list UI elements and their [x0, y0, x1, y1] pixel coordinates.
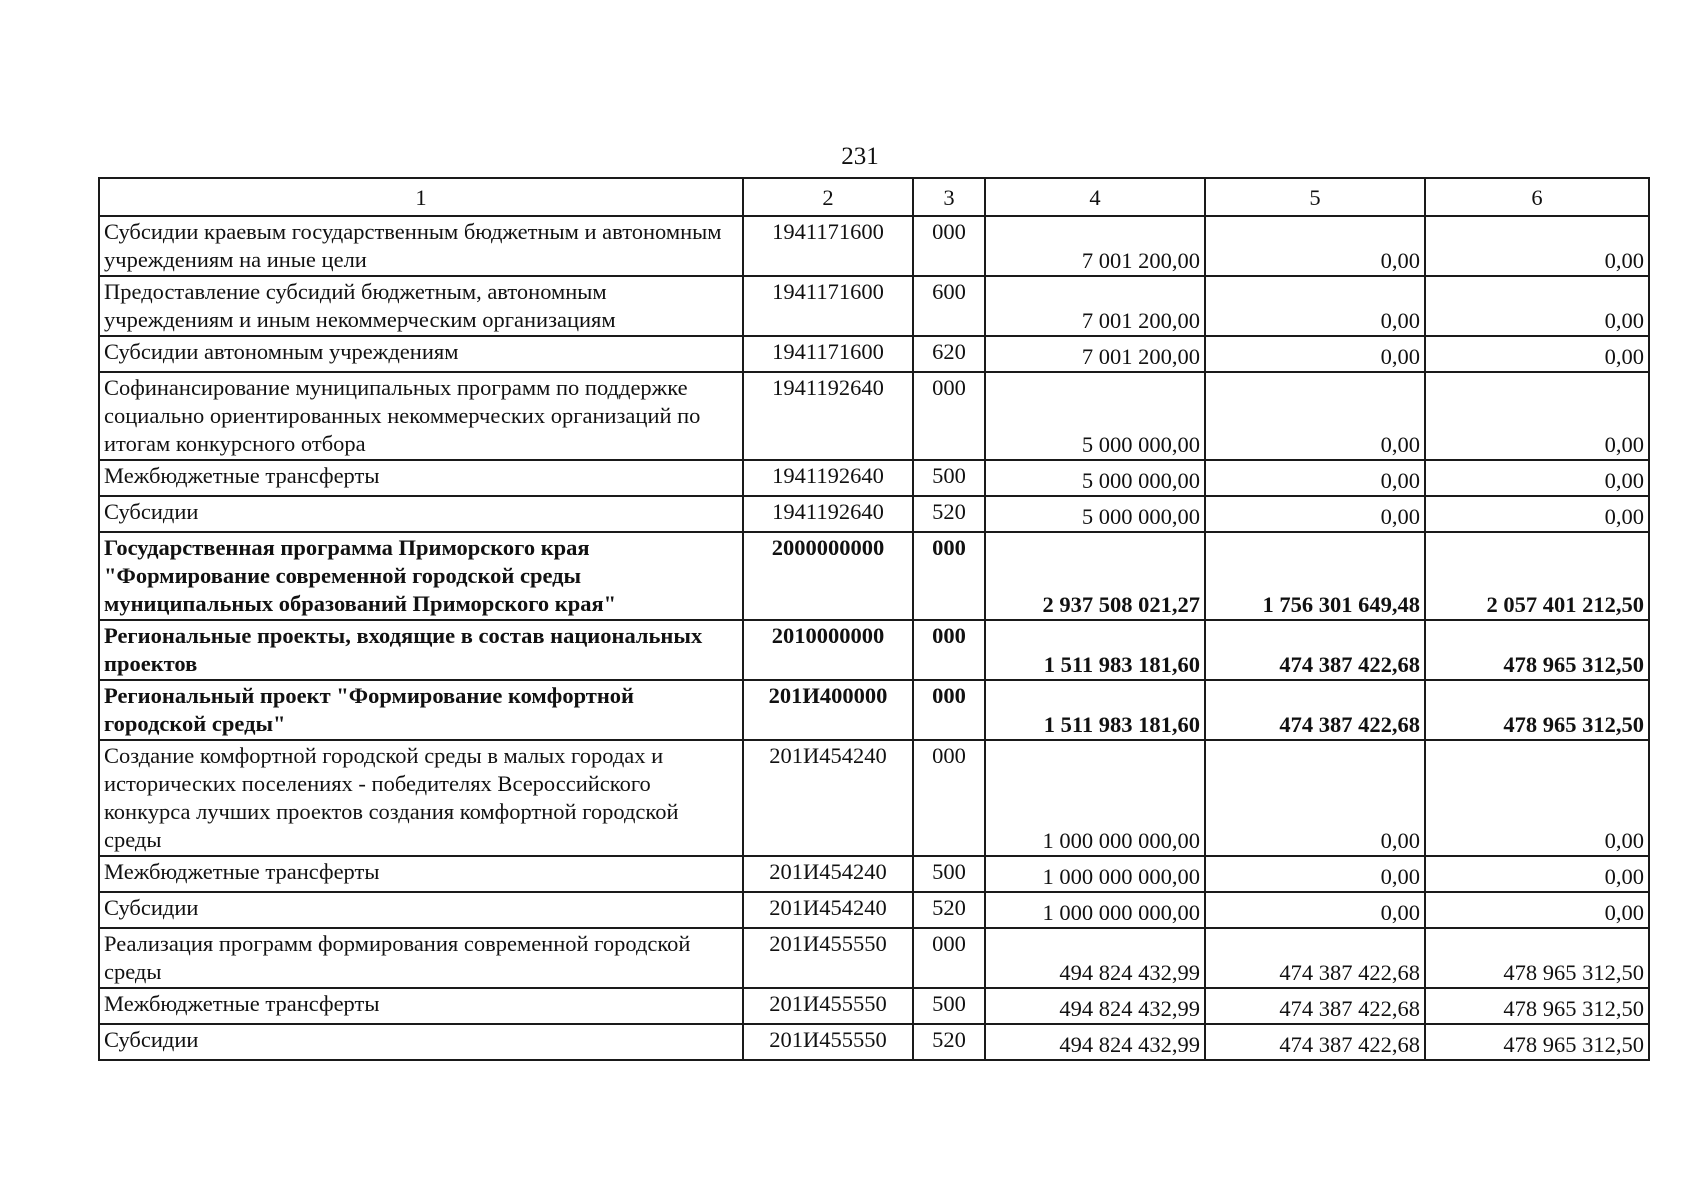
page-number: 231 — [841, 143, 879, 170]
table-row — [99, 336, 1649, 372]
row-amount-4: 494 824 432,99 — [985, 928, 1205, 988]
row-amount-5: 0,00 — [1205, 372, 1425, 460]
table-row — [99, 276, 1649, 336]
row-amount-5: 474 387 422,68 — [1205, 1024, 1425, 1060]
row-amount-5: 0,00 — [1205, 460, 1425, 496]
table-header-row — [99, 178, 1649, 216]
row-amount-5: 0,00 — [1205, 216, 1425, 276]
row-type: 000 — [913, 372, 985, 460]
row-amount-6: 478 965 312,50 — [1425, 928, 1649, 988]
row-code: 1941192640 — [743, 496, 913, 532]
row-name: Субсидии краевым государственным бюджетным и автономным учреждениям на иные цели — [99, 216, 743, 276]
row-type: 500 — [913, 856, 985, 892]
header-col-2: 2 — [743, 178, 913, 216]
row-amount-6: 478 965 312,50 — [1425, 620, 1649, 680]
row-name: Государственная программа Приморского края "Формирование современной городской среды муниципальных образований Приморского края" — [99, 532, 743, 620]
row-code: 201И400000 — [743, 680, 913, 740]
row-name: Региональные проекты, входящие в состав национальных проектов — [99, 620, 743, 680]
row-amount-6: 0,00 — [1425, 276, 1649, 336]
row-name: Создание комфортной городской среды в малых городах и исторических поселениях - победителях Всероссийского конкурса лучших проектов создания комфортной городской среды — [99, 740, 743, 856]
row-amount-4: 494 824 432,99 — [985, 1024, 1205, 1060]
row-amount-4: 7 001 200,00 — [985, 216, 1205, 276]
row-amount-4: 1 000 000 000,00 — [985, 892, 1205, 928]
row-name: Субсидии — [99, 496, 743, 532]
row-name: Субсидии автономным учреждениям — [99, 336, 743, 372]
row-amount-4: 7 001 200,00 — [985, 336, 1205, 372]
row-code: 201И454240 — [743, 740, 913, 856]
header-col-5: 5 — [1205, 178, 1425, 216]
row-type: 000 — [913, 680, 985, 740]
row-amount-4: 1 511 983 181,60 — [985, 680, 1205, 740]
table-row — [99, 928, 1649, 988]
row-code: 2010000000 — [743, 620, 913, 680]
row-code: 201И455550 — [743, 1024, 913, 1060]
table-row — [99, 496, 1649, 532]
row-amount-5: 474 387 422,68 — [1205, 988, 1425, 1024]
row-name: Субсидии — [99, 892, 743, 928]
row-type: 520 — [913, 892, 985, 928]
row-amount-4: 5 000 000,00 — [985, 460, 1205, 496]
row-code: 1941192640 — [743, 460, 913, 496]
header-col-6: 6 — [1425, 178, 1649, 216]
table-row — [99, 620, 1649, 680]
row-amount-5: 474 387 422,68 — [1205, 680, 1425, 740]
row-name: Межбюджетные трансферты — [99, 988, 743, 1024]
table-row — [99, 532, 1649, 620]
row-amount-6: 2 057 401 212,50 — [1425, 532, 1649, 620]
row-name: Субсидии — [99, 1024, 743, 1060]
table-row — [99, 740, 1649, 856]
row-type: 600 — [913, 276, 985, 336]
table-row — [99, 988, 1649, 1024]
table-row — [99, 680, 1649, 740]
row-amount-4: 5 000 000,00 — [985, 372, 1205, 460]
row-amount-6: 0,00 — [1425, 372, 1649, 460]
row-type: 520 — [913, 496, 985, 532]
row-amount-6: 0,00 — [1425, 496, 1649, 532]
row-amount-6: 0,00 — [1425, 216, 1649, 276]
row-amount-6: 478 965 312,50 — [1425, 988, 1649, 1024]
row-type: 000 — [913, 532, 985, 620]
table-row — [99, 460, 1649, 496]
row-amount-6: 0,00 — [1425, 336, 1649, 372]
row-amount-5: 0,00 — [1205, 856, 1425, 892]
row-amount-4: 1 000 000 000,00 — [985, 856, 1205, 892]
header-col-4: 4 — [985, 178, 1205, 216]
row-code: 2000000000 — [743, 532, 913, 620]
table-row — [99, 856, 1649, 892]
row-code: 1941171600 — [743, 216, 913, 276]
row-amount-6: 0,00 — [1425, 460, 1649, 496]
table-row — [99, 892, 1649, 928]
row-code: 201И455550 — [743, 988, 913, 1024]
row-name: Предоставление субсидий бюджетным, автономным учреждениям и иным некоммерческим организациям — [99, 276, 743, 336]
row-code: 1941171600 — [743, 276, 913, 336]
row-type: 620 — [913, 336, 985, 372]
row-type: 000 — [913, 620, 985, 680]
row-amount-5: 1 756 301 649,48 — [1205, 532, 1425, 620]
row-code: 201И454240 — [743, 892, 913, 928]
budget-table — [98, 177, 1650, 1061]
row-amount-5: 474 387 422,68 — [1205, 620, 1425, 680]
row-amount-6: 0,00 — [1425, 740, 1649, 856]
row-amount-4: 5 000 000,00 — [985, 496, 1205, 532]
row-type: 520 — [913, 1024, 985, 1060]
row-type: 000 — [913, 928, 985, 988]
row-amount-6: 0,00 — [1425, 892, 1649, 928]
row-type: 000 — [913, 740, 985, 856]
row-name: Межбюджетные трансферты — [99, 460, 743, 496]
row-code: 201И455550 — [743, 928, 913, 988]
row-amount-5: 0,00 — [1205, 496, 1425, 532]
header-col-3: 3 — [913, 178, 985, 216]
table-row — [99, 216, 1649, 276]
row-amount-4: 494 824 432,99 — [985, 988, 1205, 1024]
row-amount-4: 2 937 508 021,27 — [985, 532, 1205, 620]
row-amount-5: 0,00 — [1205, 276, 1425, 336]
row-amount-4: 7 001 200,00 — [985, 276, 1205, 336]
row-name: Региональный проект "Формирование комфортной городской среды" — [99, 680, 743, 740]
row-name: Межбюджетные трансферты — [99, 856, 743, 892]
row-amount-5: 0,00 — [1205, 740, 1425, 856]
row-amount-6: 478 965 312,50 — [1425, 1024, 1649, 1060]
row-amount-4: 1 511 983 181,60 — [985, 620, 1205, 680]
row-amount-4: 1 000 000 000,00 — [985, 740, 1205, 856]
row-amount-6: 478 965 312,50 — [1425, 680, 1649, 740]
row-type: 000 — [913, 216, 985, 276]
table-row — [99, 372, 1649, 460]
row-type: 500 — [913, 460, 985, 496]
row-name: Софинансирование муниципальных программ по поддержке социально ориентированных некоммерческих организаций по итогам конкурсного отбора — [99, 372, 743, 460]
table-row — [99, 1024, 1649, 1060]
row-amount-5: 0,00 — [1205, 892, 1425, 928]
row-code: 1941171600 — [743, 336, 913, 372]
row-code: 201И454240 — [743, 856, 913, 892]
row-amount-6: 0,00 — [1425, 856, 1649, 892]
row-type: 500 — [913, 988, 985, 1024]
header-col-1: 1 — [99, 178, 743, 216]
row-amount-5: 0,00 — [1205, 336, 1425, 372]
row-name: Реализация программ формирования современной городской среды — [99, 928, 743, 988]
row-amount-5: 474 387 422,68 — [1205, 928, 1425, 988]
row-code: 1941192640 — [743, 372, 913, 460]
